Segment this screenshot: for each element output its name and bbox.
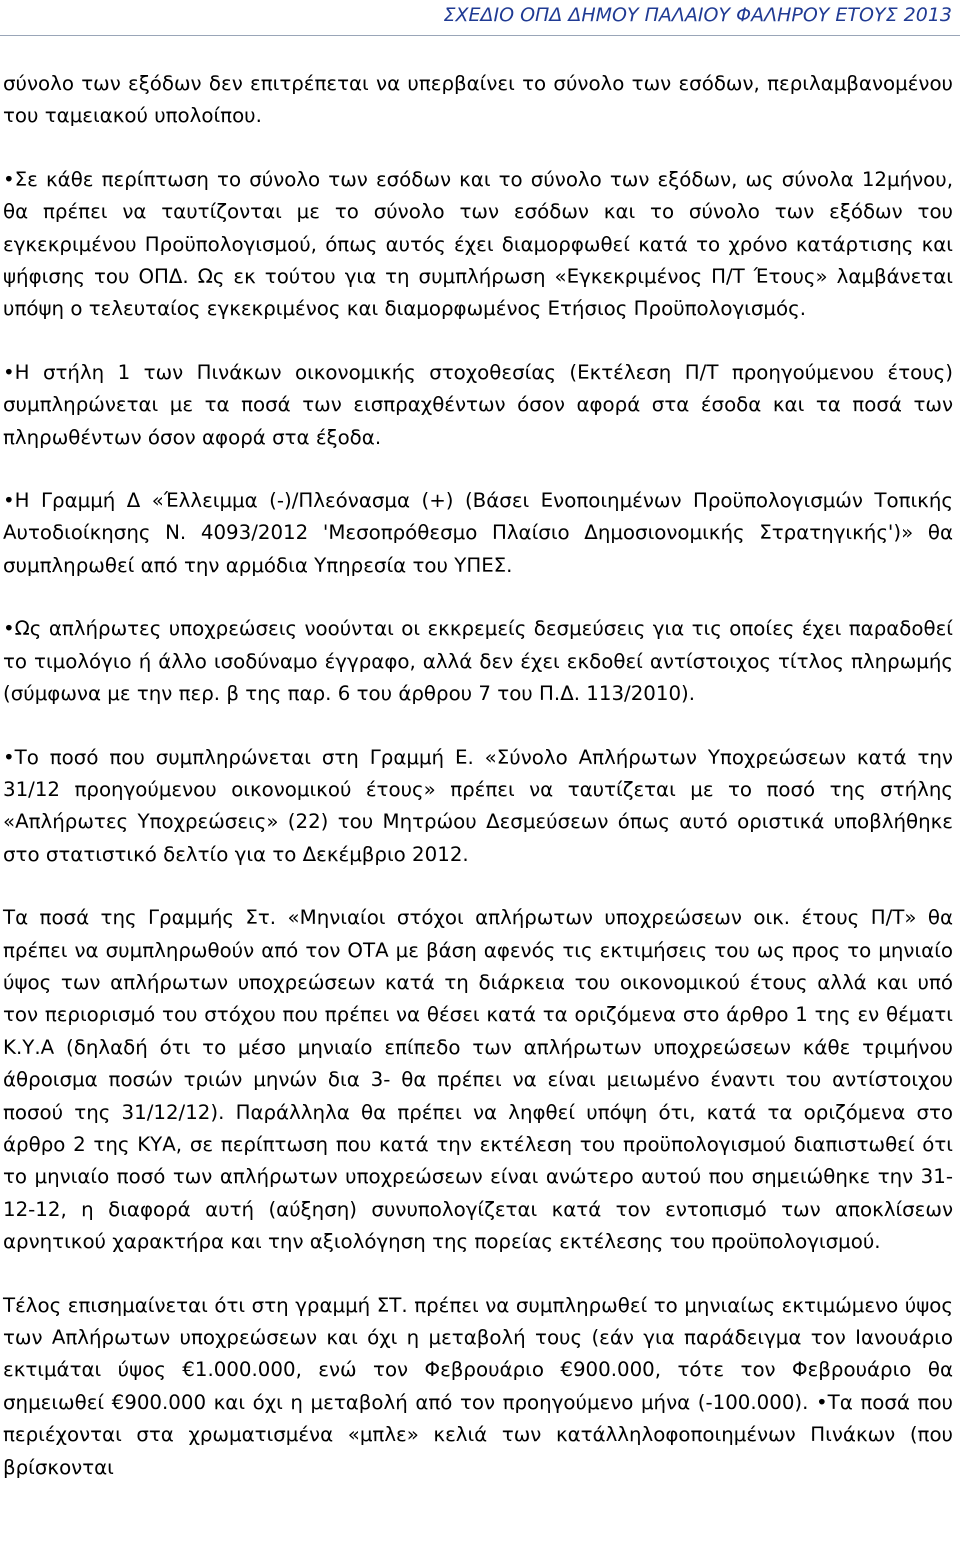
header-divider — [0, 35, 960, 36]
bullet-paragraph-line-d: •Η Γραμμή Δ «Έλλειμμα (-)/Πλεόνασμα (+) (Βάσει Ενοποιημένων Προϋπολογισμών Τοπικής Αυτοδιοίκησης Ν. 4093/2012 'Μεσοπρόθεσμο Πλαίσιο Δημοσιονομικής Στρατηγικής')» θα συμπληρωθεί από την αρμόδια Υπηρεσία του ΥΠΕΣ. — [3, 489, 953, 577]
bullet-paragraph-line-e: •Το ποσό που συμπληρώνεται στη Γραμμή Ε. «Σύνολο Απλήρωτων Υποχρεώσεων κατά την 31/12 προηγούμενου οικονομικού έτους» πρέπει να ταυτίζεται με το ποσό της στήλης «Απλήρωτες Υποχρεώσεις» (22) του Μητρώου Δεσμεύσεων όπως αυτό οριστικά υποβλήθηκε στο στατιστικό δελτίο για το Δεκέμβριο 2012. — [3, 745, 953, 866]
paragraph-closing-note: Τέλος επισημαίνεται ότι στη γραμμή ΣΤ. πρέπει να συμπληρωθεί το μηνιαίως εκτιμώμενο ύψος των Απλήρωτων υποχρεώσεων και όχι η μεταβολή τους (εάν για παράδειγμα τον Ιανουάριο εκτιμάται ύψος €1.000.000, ενώ τον Φεβρουάριο €900.000, τότε τον Φεβρουάριο θα σημειωθεί €900.000 και όχι η μεταβολή από τον προηγούμενο μήνα (-100.000). •Τα ποσά που περιέχονται στα χρωματισμένα «μπλε» κελιά των κατάλληλοφοποιημένων Πινάκων (που βρίσκονται — [3, 1293, 953, 1479]
bullet-paragraph-totals: •Σε κάθε περίπτωση το σύνολο των εσόδων και το σύνολο των εξόδων, ως σύνολα 12μήνου, θα πρέπει να ταυτίζονται με το σύνολο των εσόδων και το σύνολο των εξόδων του εγκεκριμένου Προϋπολογισμού, όπως αυτός έχει διαμορφωθεί κατά το χρόνο κατάρτισης και ψήφισης του ΟΠΔ. Ως εκ τούτου για τη συμπλήρωση «Εγκεκριμένος Π/Τ Έτους» λαμβάνεται υπόψη ο τελευταίος εγκεκριμένος και διαμορφωμένος Ετήσιος Προϋπολογισμός. — [3, 167, 953, 321]
bullet-paragraph-unpaid-obligations: •Ως απλήρωτες υποχρεώσεις νοούνται οι εκκρεμείς δεσμεύσεις για τις οποίες έχει παραδοθεί το τιμολόγιο ή άλλο ισοδύναμο έγγραφο, αλλά δεν έχει εκδοθεί αντίστοιχος τίτλος πληρωμής (σύμφωνα με την περ. β της παρ. 6 του άρθρου 7 του Π.Δ. 113/2010). — [3, 617, 953, 706]
bullet-paragraph-column-1: •Η στήλη 1 των Πινάκων οικονομικής στοχοθεσίας (Εκτέλεση Π/Τ προηγούμενου έτους) συμπληρώνεται με τα ποσά των εισπραχθέντων όσον αφορά στα έσοδα και τα ποσά των πληρωθέντων όσον αφορά στα έξοδα. — [3, 360, 953, 449]
document-body — [3, 68, 953, 1484]
paragraph-line-st-monthly-targets: Τα ποσά της Γραμμής Στ. «Μηνιαίοι στόχοι απλήρωτων υποχρεώσεων οικ. έτους Π/Τ» θα πρέπει να συμπληρωθούν από τον ΟΤΑ με βάση αφενός τις εκτιμήσεις του ως προς το μηνιαίο ύψος των απλήρωτων υποχρεώσεων κατά τη διάρκεια του οικονομικού έτους αλλά και υπό τον περιορισμό του στόχου που πρέπει να θέσει κατά τα οριζόμενα στο άρθρο 1 της εν θέματι Κ.Υ.Α (δηλαδή ότι το μέσο μηνιαίο επίπεδο των απλήρωτων υποχρεώσεων κάθε τριμήνου άθροισμα ποσών τριών μηνών δια 3- θα πρέπει να είναι μειωμένο έναντι του αντίστοιχου ποσού της 31/12/12). Παράλληλα θα πρέπει να ληφθεί υπόψη ότι, κατά τα οριζόμενα στο άρθρο 2 της ΚΥΑ, σε περίπτωση που κατά την εκτέλεση του προϋπολογισμού διαπιστωθεί ότι το μηνιαίο ποσό των απλήρωτων υποχρεώσεων είναι ανώτερο αυτού που σημειώθηκε την 31-12-12, η διαφορά αυτή (αύξηση) συνυπολογίζεται κατά τον εντοπισμό των αποκλίσεων αρνητικού χαρακτήρα και την αξιολόγηση της πορείας εκτέλεσης του προϋπολογισμού. — [3, 906, 953, 1254]
running-header: ΣΧΕΔΙΟ ΟΠΔ ΔΗΜΟΥ ΠΑΛΑΙΟΥ ΦΑΛΗΡΟΥ ΕΤΟΥΣ 2013 — [443, 4, 952, 26]
paragraph-continuation: σύνολο των εξόδων δεν επιτρέπεται να υπερβαίνει το σύνολο των εσόδων, περιλαμβανομένου του ταμειακού υπολοίπου. — [3, 72, 953, 128]
